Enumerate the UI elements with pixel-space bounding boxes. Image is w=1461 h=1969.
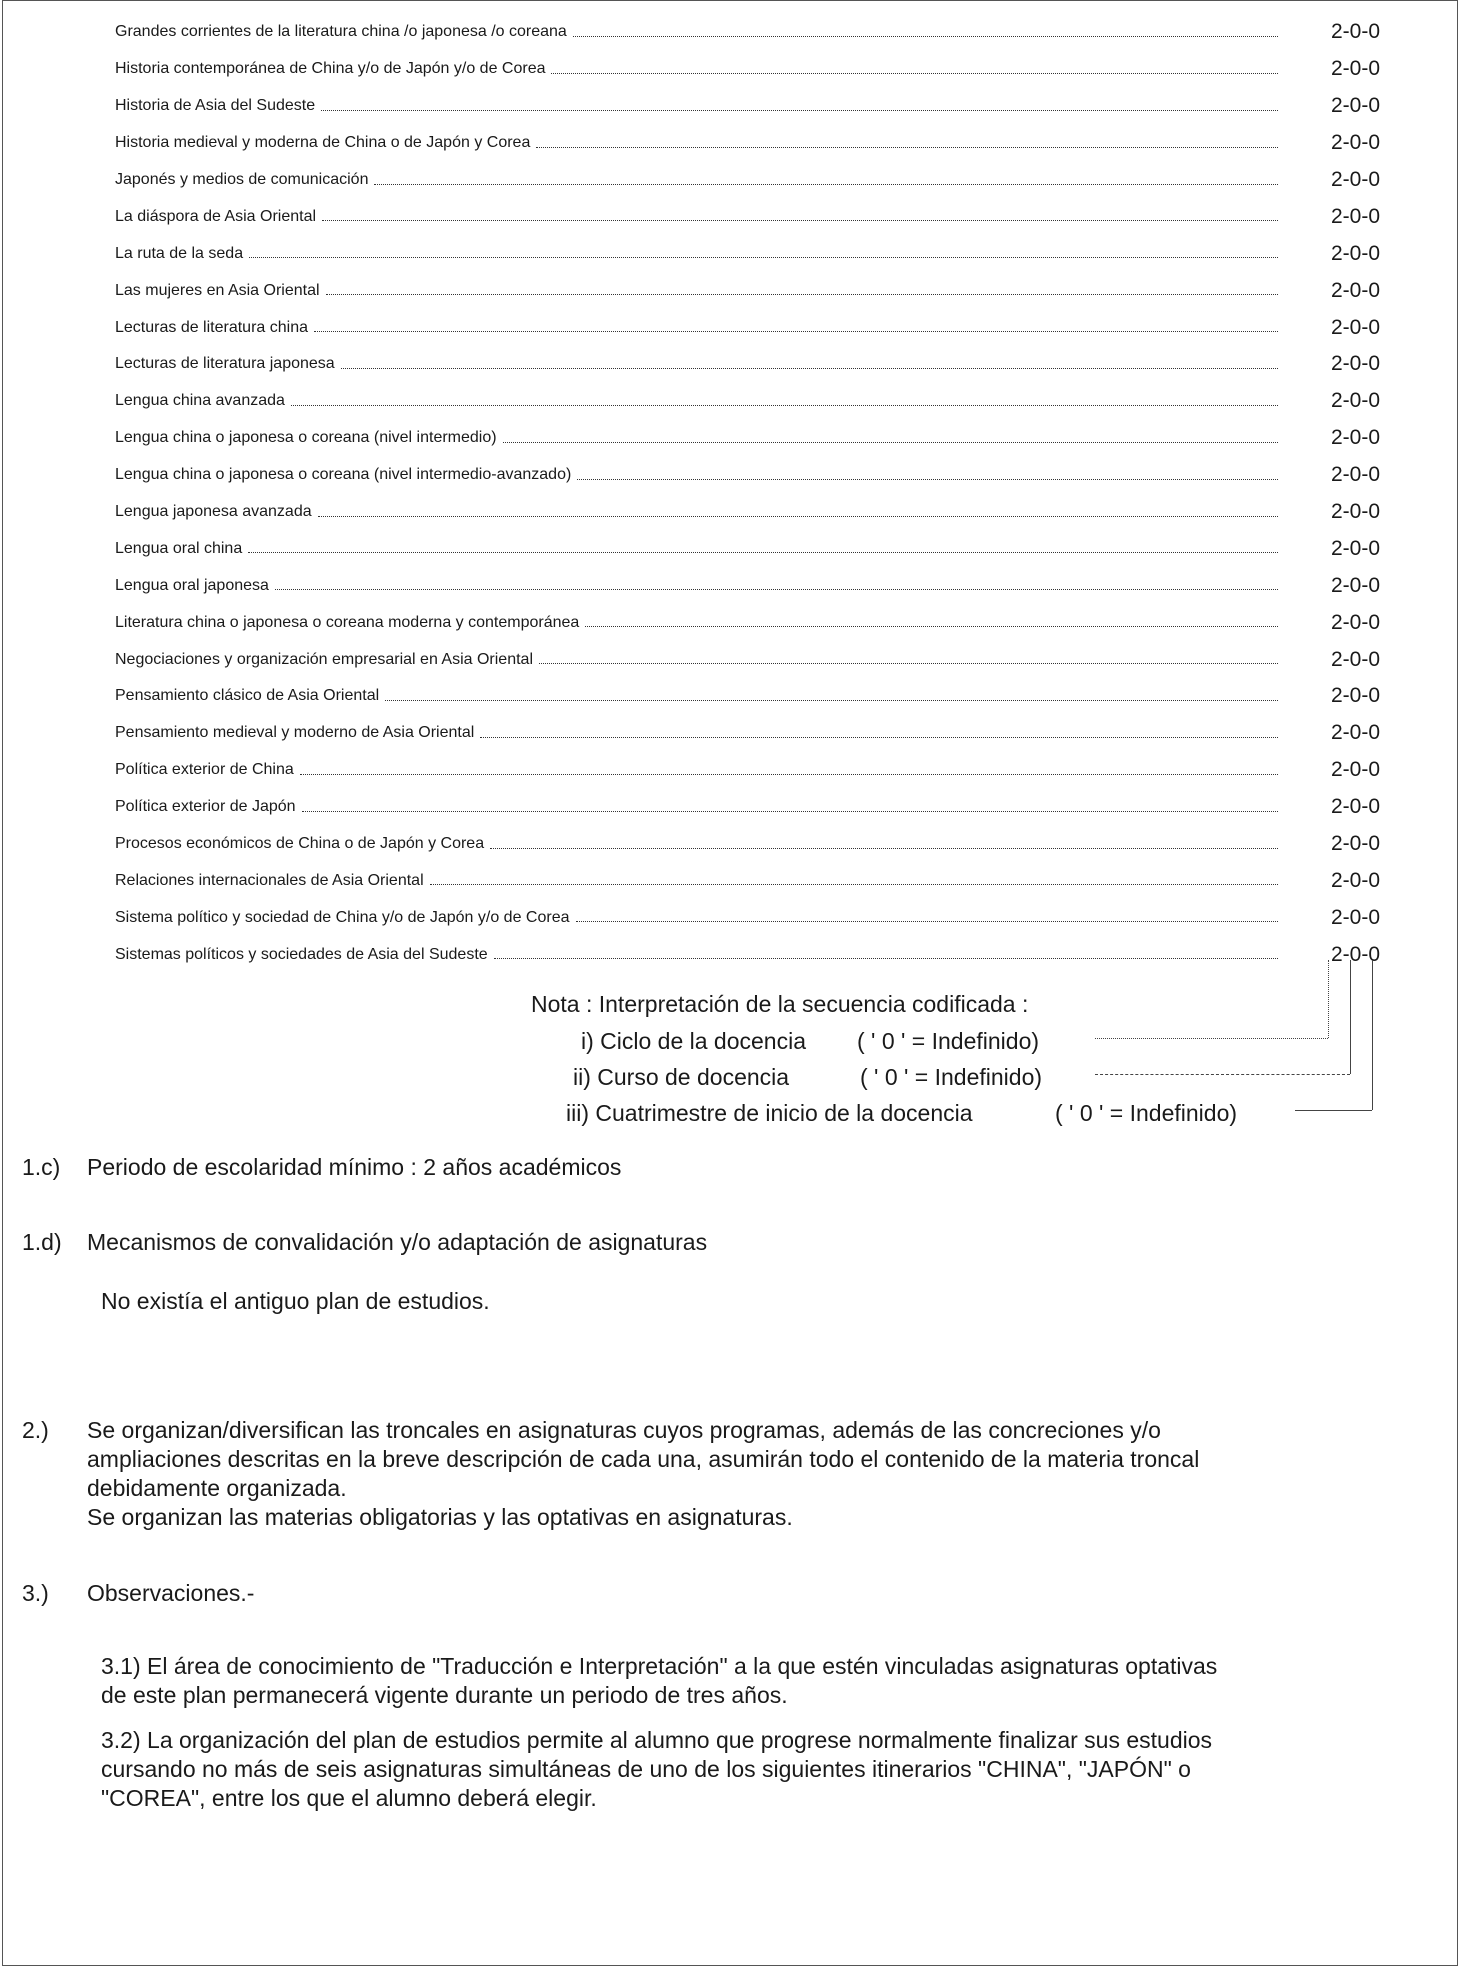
course-name: Relaciones internacionales de Asia Oriental (115, 871, 424, 889)
dot-leader (275, 589, 1278, 590)
course-row (115, 420, 1380, 457)
course-row (115, 14, 1380, 51)
course-row (115, 88, 1380, 125)
course-code: 2-0-0 (1330, 168, 1380, 191)
course-code: 2-0-0 (1330, 57, 1380, 81)
dot-leader (318, 516, 1278, 517)
dot-leader (300, 774, 1278, 775)
dot-leader (291, 405, 1278, 406)
course-row (115, 125, 1380, 162)
course-name: Sistema político y sociedad de China y/o de Japón y/o de Corea (115, 908, 570, 926)
section-1d-text: Mecanismos de convalidación y/o adaptación de asignaturas (87, 1229, 708, 1255)
section-2-line1: Se organizan/diversifican las troncales en asignaturas cuyos programas, además de las concreciones y/o (87, 1417, 1161, 1443)
dot-leader (539, 663, 1278, 664)
course-code: 2-0-0 (1330, 204, 1380, 228)
course-name: Lengua china avanzada (115, 392, 285, 410)
course-row (115, 272, 1380, 309)
connector-line-i-h (1095, 1038, 1328, 1039)
dot-leader (585, 626, 1278, 627)
section-32-line3: "COREA", entre los que el alumno deberá elegir. (101, 1785, 597, 1811)
connector-line-ii-h (1095, 1074, 1350, 1075)
dot-leader (576, 921, 1279, 922)
course-name: Lengua oral japonesa (115, 576, 269, 594)
section-3-title: Observaciones.- (87, 1580, 255, 1606)
nota-title: Nota : Interpretación de la secuencia codificada : (531, 991, 1029, 1017)
section-1c-number: 1.c) (22, 1154, 61, 1180)
course-name: Negociaciones y organización empresarial en Asia Oriental (115, 650, 533, 668)
section-2-line2: ampliaciones descritas en la breve descripción de cada una, asumirán todo el contenido de la materia troncal (87, 1446, 1200, 1472)
course-code: 2-0-0 (1330, 647, 1380, 671)
course-row (115, 862, 1380, 899)
course-row (115, 51, 1380, 88)
section-1d-body: No existía el antiguo plan de estudios. (101, 1288, 490, 1314)
course-name: Japonés y medios de comunicación (115, 171, 369, 188)
course-code: 2-0-0 (1330, 684, 1380, 708)
course-row (115, 346, 1380, 383)
dot-leader (302, 811, 1278, 812)
dot-leader (326, 294, 1278, 295)
course-name: Lengua oral china (115, 539, 243, 557)
course-row (115, 899, 1380, 936)
course-row (115, 826, 1380, 863)
course-code: 2-0-0 (1330, 426, 1380, 450)
course-row (115, 309, 1380, 346)
section-2-line4: Se organizan las materias obligatorias y las optativas en asignaturas. (87, 1504, 793, 1530)
course-code: 2-0-0 (1330, 573, 1380, 597)
dot-leader (480, 737, 1278, 738)
course-name: Historia de Asia del Sudeste (115, 97, 316, 115)
course-row (115, 789, 1380, 826)
course-row (115, 383, 1380, 420)
dot-leader (536, 147, 1278, 148)
dot-leader (503, 442, 1278, 443)
dot-leader (314, 331, 1278, 332)
section-2-number: 2.) (22, 1417, 49, 1443)
nota-item-ii-value: ( ' 0 ' = Indefinido) (860, 1064, 1043, 1090)
course-name: Lengua china o japonesa o coreana (nivel intermedio) (115, 429, 497, 447)
course-name: Pensamiento clásico de Asia Oriental (115, 687, 380, 705)
course-row (115, 457, 1380, 494)
dot-leader (248, 552, 1278, 553)
dot-leader (494, 958, 1278, 959)
nota-item-iii: iii) Cuatrimestre de inicio de la docencia (566, 1100, 973, 1126)
nota-item-i-value: ( ' 0 ' = Indefinido) (857, 1028, 1040, 1054)
section-32-line1: 3.2) La organización del plan de estudios permite al alumno que progrese normalmente finalizar sus estudios (101, 1727, 1213, 1753)
course-code: 2-0-0 (1330, 795, 1380, 819)
section-31-line2: de este plan permanecerá vigente durante un periodo de tres años. (101, 1682, 788, 1708)
course-name: La ruta de la seda (115, 244, 244, 262)
connector-line-ii (1350, 960, 1351, 1074)
section-1d-number: 1.d) (22, 1229, 62, 1255)
course-name: La diáspora de Asia Oriental (115, 207, 317, 225)
dot-leader (341, 368, 1278, 369)
course-code: 2-0-0 (1330, 315, 1380, 339)
course-code: 2-0-0 (1330, 241, 1380, 265)
course-code: 2-0-0 (1330, 610, 1380, 634)
course-code: 2-0-0 (1330, 832, 1380, 856)
course-code: 2-0-0 (1330, 868, 1380, 892)
course-code: 2-0-0 (1330, 278, 1380, 302)
course-code: 2-0-0 (1330, 500, 1380, 524)
course-row (115, 494, 1380, 531)
course-name: Sistemas políticos y sociedades de Asia del Sudeste (115, 945, 488, 963)
dot-leader (322, 220, 1278, 221)
course-name: Lecturas de literatura japonesa (115, 355, 335, 373)
dot-leader (385, 700, 1278, 701)
dot-leader (573, 36, 1278, 37)
course-name: Literatura china o japonesa o coreana moderna y contemporánea (115, 613, 580, 631)
course-list (115, 14, 1380, 973)
course-code: 2-0-0 (1330, 20, 1380, 44)
section-1c-text: Periodo de escolaridad mínimo : 2 años académicos (87, 1154, 622, 1180)
section-3-number: 3.) (22, 1580, 49, 1606)
connector-line-iii-h (1295, 1110, 1372, 1111)
course-name: Política exterior de China (115, 761, 294, 779)
course-code: 2-0-0 (1330, 536, 1380, 560)
course-code: 2-0-0 (1330, 758, 1380, 782)
course-code: 2-0-0 (1330, 721, 1380, 745)
course-code: 2-0-0 (1330, 131, 1380, 155)
dot-leader (374, 184, 1278, 185)
course-row (115, 936, 1380, 973)
course-row (115, 567, 1380, 604)
course-row (115, 604, 1380, 641)
course-row (115, 530, 1380, 567)
course-row (115, 641, 1380, 678)
dot-leader (490, 848, 1278, 849)
dot-leader (249, 257, 1278, 258)
dot-leader (430, 884, 1278, 885)
dot-leader (321, 110, 1278, 111)
course-code: 2-0-0 (1330, 942, 1380, 966)
course-code: 2-0-0 (1330, 463, 1380, 487)
nota-item-iii-value: ( ' 0 ' = Indefinido) (1055, 1100, 1238, 1126)
course-code: 2-0-0 (1330, 905, 1380, 929)
connector-line-i (1328, 960, 1329, 1038)
nota-item-i: i) Ciclo de la docencia (581, 1028, 807, 1054)
course-name: Grandes corrientes de la literatura china /o japonesa /o coreana (115, 23, 567, 41)
course-code: 2-0-0 (1330, 389, 1380, 413)
dot-leader (551, 73, 1278, 74)
course-row (115, 678, 1380, 715)
section-31-line1: 3.1) El área de conocimiento de "Traducción e Interpretación" a la que estén vinculadas asignaturas optativas (101, 1653, 1218, 1679)
course-name: Lecturas de literatura china (115, 318, 308, 336)
course-name: Política exterior de Japón (115, 798, 296, 816)
connector-line-iii (1372, 960, 1373, 1110)
course-name: Pensamiento medieval y moderno de Asia Oriental (115, 724, 475, 742)
course-row (115, 198, 1380, 235)
course-name: Historia contemporánea de China y/o de Japón y/o de Corea (115, 60, 546, 78)
nota-item-ii: ii) Curso de docencia (573, 1064, 790, 1090)
course-name: Historia medieval y moderna de China o de Japón y Corea (115, 134, 531, 152)
course-row (115, 235, 1380, 272)
section-2-line3: debidamente organizada. (87, 1475, 347, 1501)
dot-leader (577, 479, 1278, 480)
course-name: Las mujeres en Asia Oriental (115, 281, 320, 299)
course-name: Procesos económicos de China o de Japón y Corea (115, 835, 485, 853)
course-row (115, 715, 1380, 752)
course-row (115, 162, 1380, 199)
course-code: 2-0-0 (1330, 352, 1380, 376)
section-32-line2: cursando no más de seis asignaturas simultáneas de uno de los siguientes itinerarios "CHINA", "JAPÓN" o (101, 1756, 1191, 1782)
course-name: Lengua china o japonesa o coreana (nivel intermedio-avanzado) (115, 466, 572, 484)
course-name: Lengua japonesa avanzada (115, 503, 312, 521)
course-row (115, 752, 1380, 789)
course-code: 2-0-0 (1330, 94, 1380, 118)
